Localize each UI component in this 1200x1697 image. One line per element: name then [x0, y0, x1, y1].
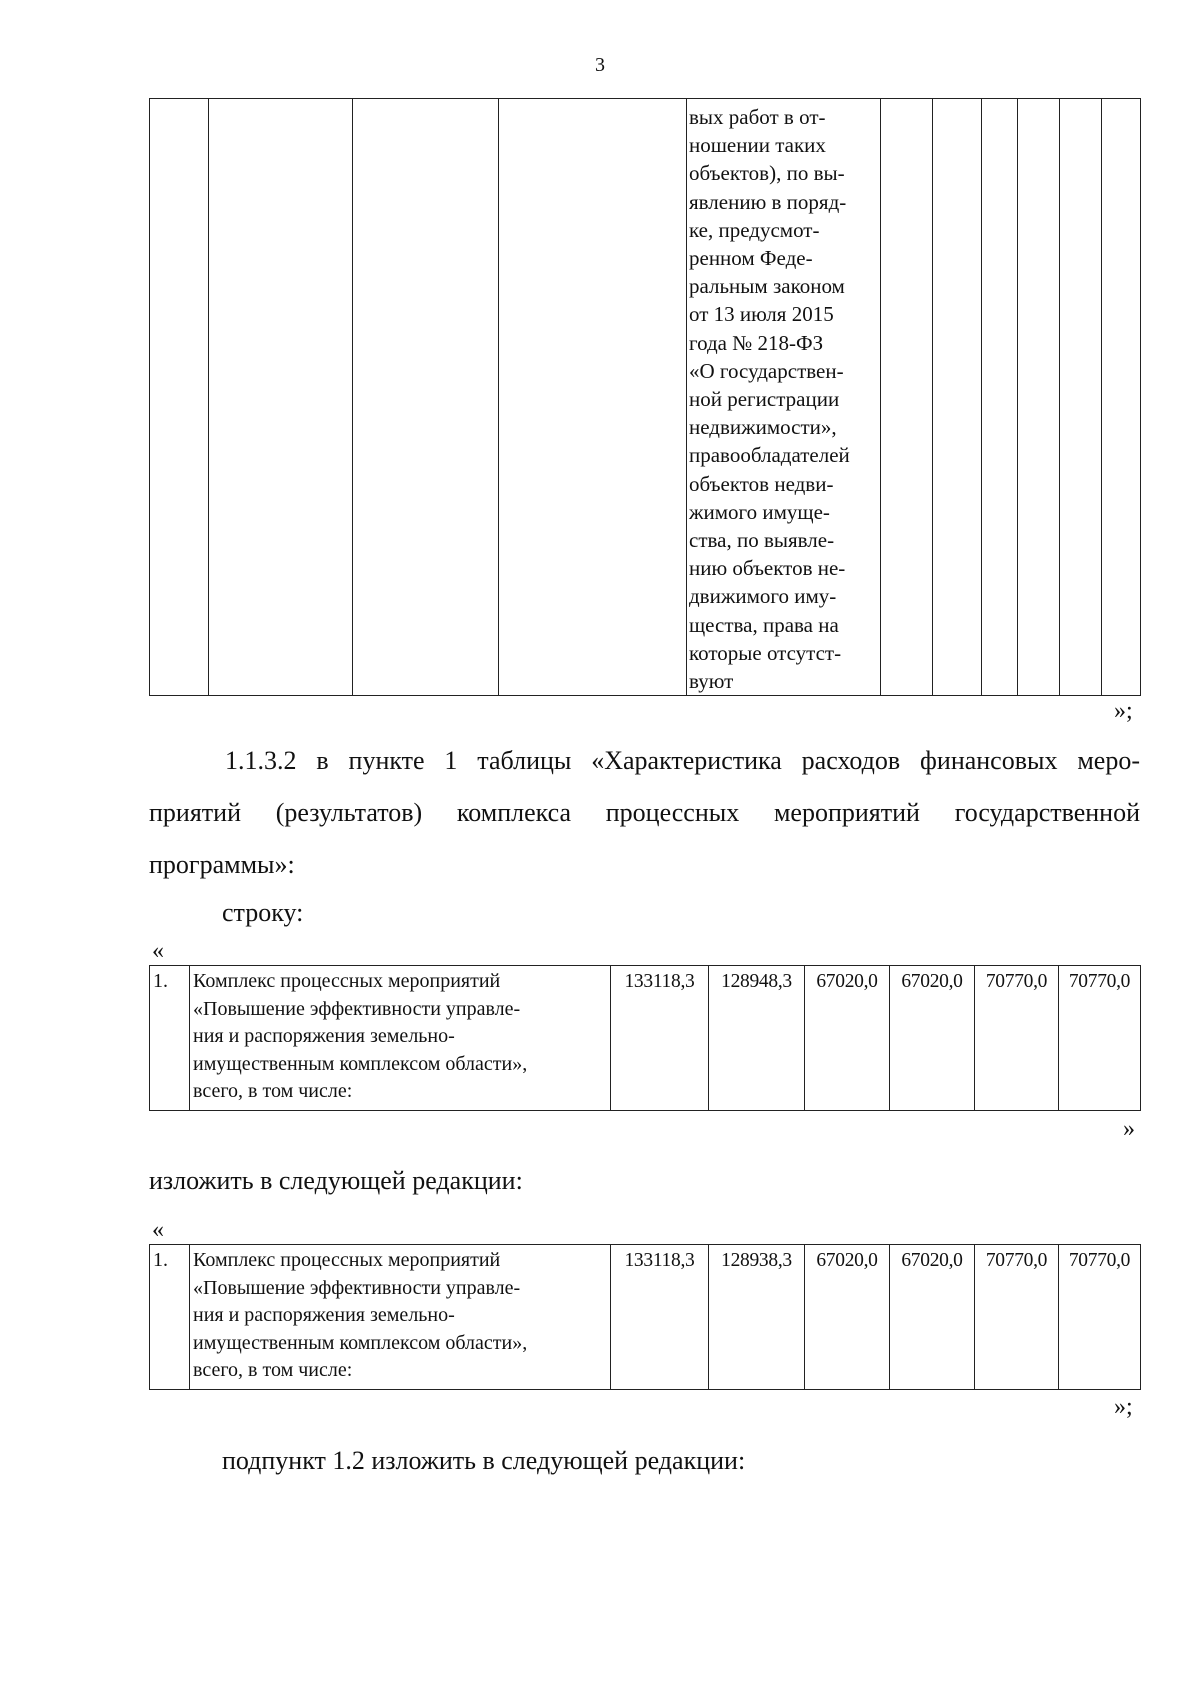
opening-quote: «	[152, 938, 164, 964]
table-cell	[881, 99, 933, 696]
value-cell: 67020,0	[805, 966, 890, 1111]
closing-quote: »	[1123, 1116, 1135, 1142]
new-row-table	[149, 1244, 1141, 1390]
row-index: 1.	[150, 966, 190, 1111]
value-cell: 67020,0	[805, 1245, 890, 1390]
value-cell: 133118,3	[611, 966, 709, 1111]
table-cell	[353, 99, 499, 696]
value-cell: 133118,3	[611, 1245, 709, 1390]
value-cell: 70770,0	[1059, 1245, 1141, 1390]
paragraph-line-3: программы»:	[149, 850, 295, 879]
value-cell: 70770,0	[975, 1245, 1059, 1390]
old-row-table	[149, 965, 1141, 1111]
row-name: Комплекс процессных мероприятий «Повышение эффективности управле- ния и распоряжения земельно- имущественным комплексом области», всего, в том числе:	[190, 1245, 611, 1390]
paragraph-line-1: 1.1.3.2 в пункте 1 таблицы «Характеристика расходов финансовых меро-	[225, 746, 1140, 775]
description-cell: вых работ в от- ношении таких объектов), по вы- явлению в поряд- ке, предусмот- ренном Феде- ральным законом от 13 июля 2015 года № 218-ФЗ «О государствен- ной регистрации недвижимости», правообладателей объектов недви- жимого имуще- ства, по выявле- нию объектов не- движимого иму- щества, права на которые отсутст- вуют	[687, 99, 881, 696]
edit-label: изложить в следующей редакции:	[149, 1166, 523, 1195]
value-cell: 67020,0	[890, 1245, 975, 1390]
table-cell	[499, 99, 687, 696]
table-cell	[1102, 99, 1141, 696]
row-label: строку:	[222, 898, 304, 927]
table-cell	[1060, 99, 1102, 696]
paragraph-2: подпункт 1.2 изложить в следующей редакции:	[222, 1446, 746, 1475]
value-cell: 128938,3	[709, 1245, 805, 1390]
closing-quote: »;	[1114, 1394, 1133, 1420]
table-row	[150, 1245, 1141, 1390]
page-number: 3	[595, 54, 605, 76]
row-name: Комплекс процессных мероприятий «Повышение эффективности управле- ния и распоряжения земельно- имущественным комплексом области», всего, в том числе:	[190, 966, 611, 1111]
value-cell: 70770,0	[975, 966, 1059, 1111]
paragraph-line-2: приятий (результатов) комплекса процессных мероприятий государственной	[149, 798, 1140, 827]
continuation-table	[149, 98, 1141, 696]
value-cell: 128948,3	[709, 966, 805, 1111]
value-cell: 67020,0	[890, 966, 975, 1111]
closing-quote: »;	[1114, 698, 1133, 724]
opening-quote: «	[152, 1217, 164, 1243]
table-cell	[150, 99, 209, 696]
table-cell	[982, 99, 1018, 696]
table-row	[150, 99, 1141, 696]
table-cell	[1018, 99, 1060, 696]
row-index: 1.	[150, 1245, 190, 1390]
table-cell	[933, 99, 982, 696]
table-cell	[209, 99, 353, 696]
value-cell: 70770,0	[1059, 966, 1141, 1111]
table-row	[150, 966, 1141, 1111]
